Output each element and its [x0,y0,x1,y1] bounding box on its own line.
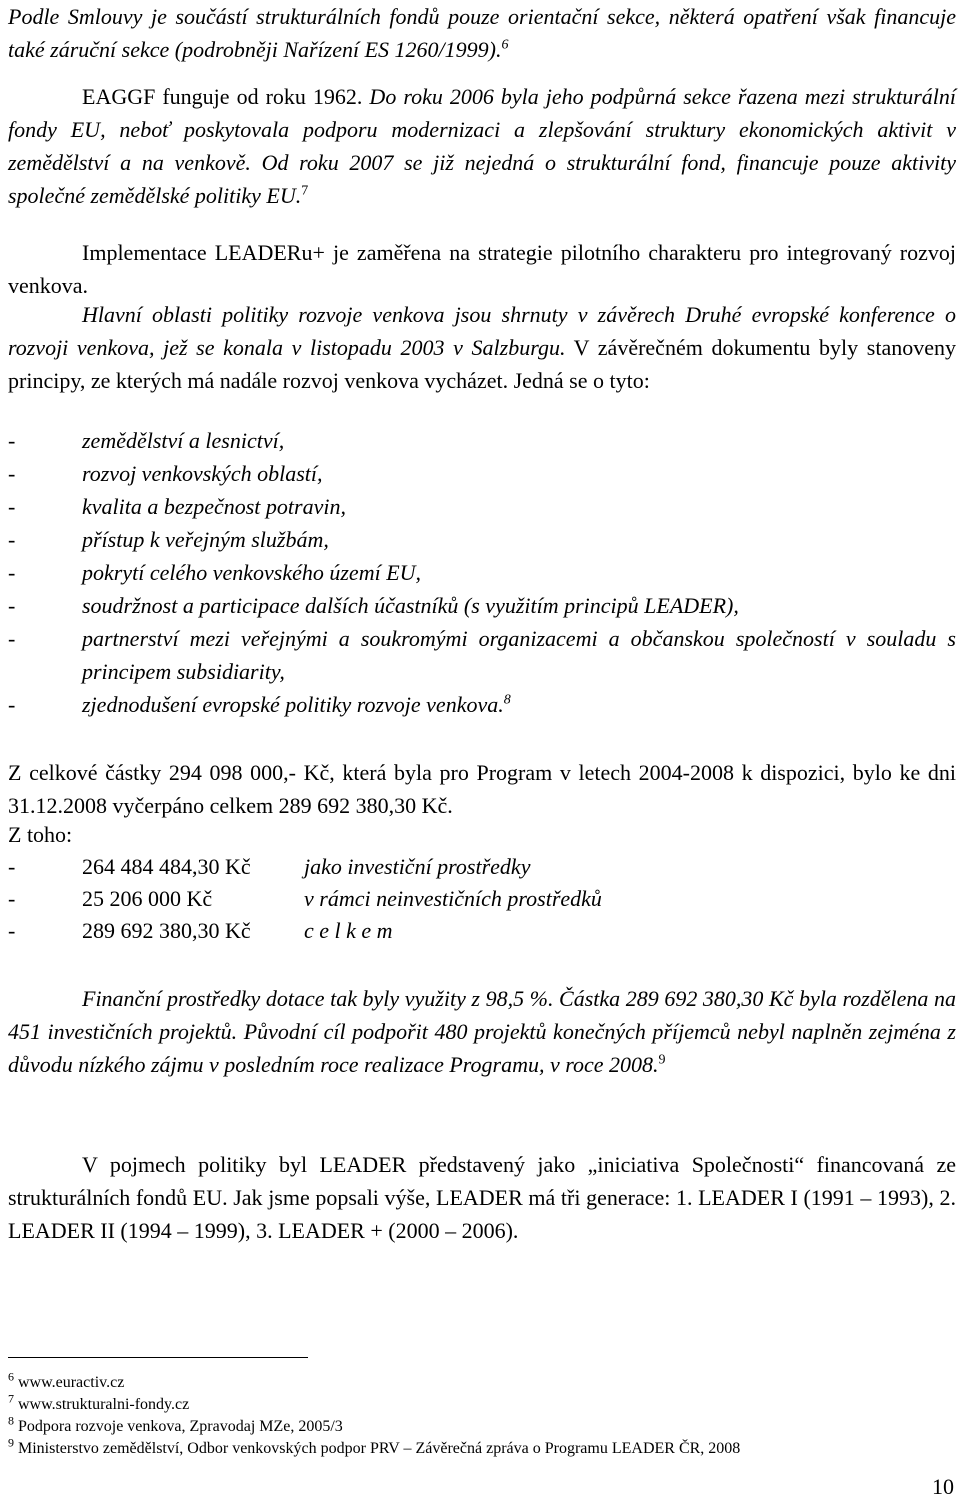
footnote-6: $^6$ www.euractiv.cz [8,1369,125,1391]
paragraph-leader-implementation: Implementace LEADERu+ je zaměřena na strategie pilotního charakteru pro integrovaný rozvoj venkova. [8,240,956,298]
paragraph-leader-generations: V pojmech politiky byl LEADER představený jako „iniciativa Společnosti“ financovaná ze strukturálních fondů EU. Jak jsme popsali výše, LEADER má tři generace: 1. LEADER I (1991 – 1993), 2. LEADER II (1994 – 1999), 3. LEADER + (2000 – 2006). [8,1152,956,1243]
footnote-separator [8,1357,308,1358]
footnote-ref-8: 8 [503,692,511,708]
budget-breakdown-label: Z toho: [8,822,73,847]
paragraph-structural-funds: Podle Smlouvy je součástí strukturálních fondů pouze orientační sekce, některá opatření však financuje také záruční sekce (podrobněji Nařízení ES 1260/1999).$^6$ [8,4,956,62]
page-number: 10 [932,1474,954,1499]
footnote-8: $^8$ Podpora rozvoje venkova, Zpravodaj MZe, 2005/3 [8,1413,343,1435]
footnote-9: $^9$ Ministerstvo zemědělství, Odbor venkovských podpor PRV – Závěrečná zpráva o Programu LEADER ČR, 2008 [8,1435,741,1457]
paragraph-policy-areas: Hlavní oblasti politiky rozvoje venkova jsou shrnuty v závěrech Druhé evropské konference o rozvoji venkova, jež se konala v listopadu 2003 v Salzburgu. V závěrečném dokumentu byly stanoveny principy, ze kterých má nadále rozvoj venkova vycházet. Jedná se o tyto: [8,302,956,393]
footnote-ref-9: 9 [658,1052,666,1068]
footnote-7: $^7$ www.strukturalni-fondy.cz [8,1391,190,1413]
paragraph-eaggf: EAGGF funguje od roku 1962. Do roku 2006 byla jeho podpůrná sekce řazena mezi strukturální fondy EU, neboť poskytovala podporu modernizaci a zlepšování struktury ekonomických aktivit v zemědělství a na venkově. Od roku 2007 se již nejedná o strukturální fond, financuje pouze aktivity společné zemědělské politiky EU.$^7$ [8,84,956,208]
footnote-ref-7: 7 [301,183,309,199]
footnote-ref-6: 6 [501,37,509,53]
paragraph-budget: Z celkové částky 294 098 000,- Kč, která byla pro Program v letech 2004-2008 k dispozici, bylo ke dni 31.12.2008 vyčerpáno celkem 289 692 380,30 Kč. [8,760,956,818]
document-page: Podle Smlouvy je součástí strukturálních fondů pouze orientační sekce, některá opatření však financuje také záruční sekce (podrobněji Nařízení ES 1260/1999).$^6$ EAGGF funguje od roku 1962. Do roku 2006 byla jeho podpůrná sekce řazena mezi strukturální fondy EU, neboť poskytovala podporu modernizaci a zlepšování struktury ekonomických aktivit v zemědělství a na venkově. Od roku 2007 se již nejedná o strukturální fond, financuje pouze aktivity společné zemědělské politiky EU.$^7$ Implementace LEADERu+ je zaměřena na strategie pilotního charakteru pro integrovaný rozvoj venkova. Hlavní oblasti politiky rozvoje venkova jsou shrnuty v závěrech Druhé evropské konference o rozvoji venkova, jež se konala v listopadu 2003 v Salzburgu. V závěrečném dokumentu byly stanoveny principy, ze kterých má nadále rozvoj venkova vycházet. Jedná se o tyto: - zemědělství a lesnictví, - rozvoj venkovských oblastí, - kvalita a bezpečnost potravin, - přístup k veřejným službám, - pokrytí celého venkovského území EU, - soudržnost a participace dalších účastníků (s využitím principů LEADER), - partnerství mezi veřejnými a soukromými organizacemi a občanskou společností v souladu s principem subsidiarity, - zjednodušení evropské politiky rozvoje venkova.$^8$ Z celkové částky 294 098 000,- Kč, která byla pro Program v letech 2004-2008 k dispozici, bylo ke dni 31.12.2008 vyčerpáno celkem 289 692 380,30 Kč. Z toho: - 264 484 484,30 Kč jako investiční prostředky - 25 206 000 Kč v rámci neinvestičních prostředků - 289 692 380,30 Kč c e l k e m Finanční prostředky dotace tak byly využity z 98,5 %. Částka 289 692 380,30 Kč byla rozdělena na 451 investičních projektů. Původní cíl podpořit 480 projektů konečných příjemců nebyl naplněn zejména z důvodu nízkého zájmu v posledním roce realizace Programu, v roce 2008.$^9$ V pojmech politiky byl LEADER představený jako „iniciativa Společnosti“ financovaná ze strukturálních fondů EU. Jak jsme popsali výše, LEADER má tři generace: 1. LEADER I (1991 – 1993), 2. LEADER II (1994 – 1999), 3. LEADER + (2000 – 2006). $^6$ www.euractiv.cz $^7$ www.strukturalni-fondy.cz $^8$ Podpora rozvoje venkova, Zpravodaj MZe, 2005/3 $^9$ Ministerstvo zemědělství, Odbor venkovských podpor PRV – Závěrečná zpráva o Programu LEADER ČR, 2008 10 [0,0,960,1502]
paragraph-funds-usage: Finanční prostředky dotace tak byly využity z 98,5 %. Částka 289 692 380,30 Kč byla rozdělena na 451 investičních projektů. Původní cíl podpořit 480 projektů konečných příjemců nebyl naplněn zejména z důvodu nízkého zájmu v posledním roce realizace Programu, v roce 2008.$^9$ [8,986,956,1077]
